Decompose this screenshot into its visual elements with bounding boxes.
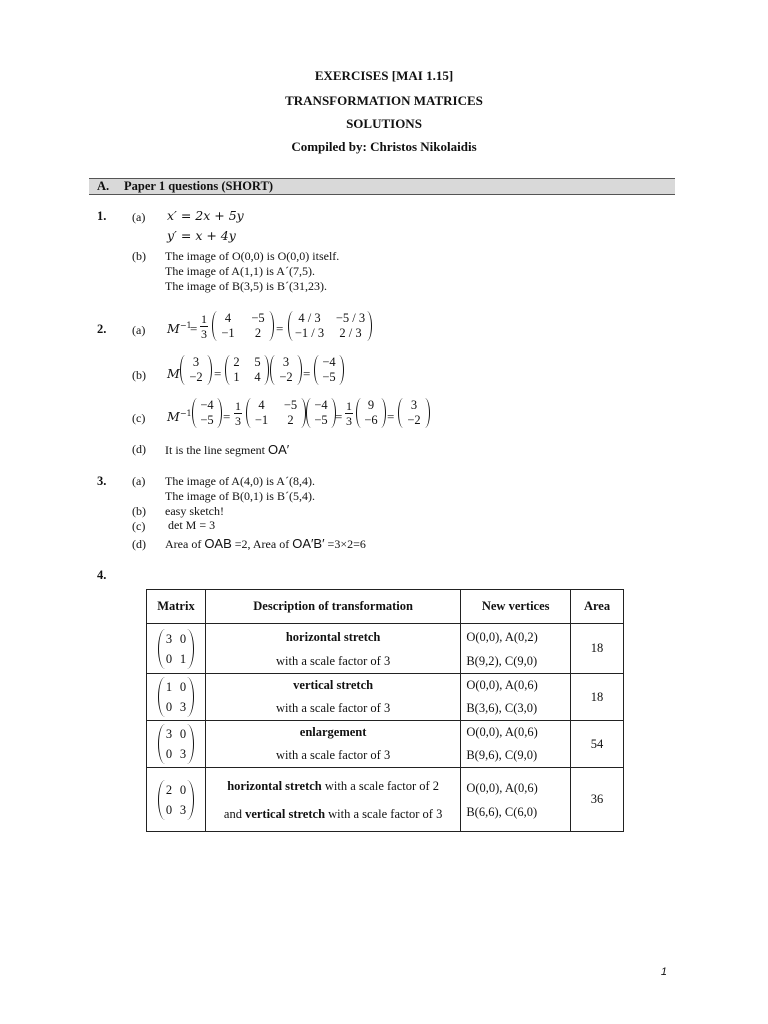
row3-vertices-1: O(0,0), A(0,6) [466,725,538,739]
row4-matrix: 2 0 0 3 [158,780,194,820]
doc-subtitle: TRANSFORMATION MATRICES [285,93,483,108]
q3d-label: (d) [132,537,146,551]
q3b-label: (b) [132,504,146,518]
row4-area: 36 [571,768,624,832]
doc-title: EXERCISES [MAI 1.15] [314,68,454,83]
table-row [147,624,624,674]
row2-vertices-2: B(3,6), C(3,0) [466,701,538,715]
row2-matrix: 1 0 0 3 [158,677,194,717]
q1b-line1: The image of O(0,0) is O(0,0) itself. [165,249,340,263]
col-matrix: Matrix [147,590,206,624]
q1b-label: (b) [132,249,146,263]
row2-desc: with a scale factor of 3 [276,701,391,715]
q2b-matrix: 2 5 1 4 [225,355,269,385]
col-vertices: New vertices [461,590,571,624]
q2c-result: 3 −2 [398,398,430,428]
row1-vertices-1: O(0,0), A(0,2) [466,629,538,644]
q3d-text: Area of OAB =2, Area of OA′B′ =3×2=6 [165,536,366,551]
row1-area: 18 [571,624,624,674]
row3-matrix: 3 0 0 3 [158,724,194,764]
row3-area: 54 [571,721,624,768]
q2b-vector1: 3 −2 [180,355,212,385]
q2d-label: (d) [132,442,146,456]
q2b-label: (b) [132,368,146,382]
q3a-label: (a) [132,474,146,488]
table-header-row [147,590,624,624]
row1-matrix: 3 0 0 1 [158,629,194,669]
q2c-fraction1: 1 3 [235,399,241,428]
q3-number: 3. [97,474,107,488]
q3a-line1: The image of A(4,0) is A´(8,4). [165,474,315,488]
q2c-vector1: −4 −5 [192,398,222,428]
row4-vertices-1: O(0,0), A(0,6) [466,780,538,795]
q2a-minv: $M^{-1}$ [167,321,192,337]
row2-vertices-1: O(0,0), A(0,6) [466,678,538,692]
q2c-vector2: −4 −5 [306,398,336,428]
col-description: Description of transformation [205,590,460,624]
q2d-text: It is the line segment OA′ [165,442,290,457]
section-label: A. [97,179,110,193]
q1a-label: (a) [132,210,146,224]
row2-area: 18 [571,674,624,721]
q2-number: 2. [97,322,107,336]
row1-vertices-2: B(9,2), C(9,0) [466,653,538,668]
table-row [147,721,624,768]
row2-desc-bold: vertical stretch [293,678,374,692]
q3c-label: (c) [132,519,146,533]
doc-solutions-label: SOLUTIONS [346,116,422,131]
table-row [147,768,624,832]
q2c-label: (c) [132,411,146,425]
q2b-result: −4 −5 [314,355,344,385]
q2b-vector2: 3 −2 [270,355,302,385]
q1b-line2: The image of A(1,1) is A´(7,5). [165,264,315,278]
row3-desc: with a scale factor of 3 [276,748,391,762]
col-area: Area [571,590,624,624]
q1a-eq1: x′ = 2x + 5y [167,208,244,223]
row3-desc-bold: enlargement [299,725,367,739]
page-number: 1 [660,966,667,978]
row3-vertices-2: B(9,6), C(9,0) [466,748,538,762]
q2a-matrix: 4 −5 −1 2 [212,311,274,341]
q2c-vector3: 9 −6 [356,398,386,428]
q1a-eq2: y′ = x + 4y [167,228,236,243]
q1-number: 1. [97,209,107,223]
table-row [147,674,624,721]
q3a-line2: The image of B(0,1) is B´(5,4). [165,489,315,503]
q2a-label: (a) [132,323,146,337]
q2c-minv: $M^{-1}$ [167,409,192,425]
section-header [89,178,675,195]
q2a-fraction: 1 3 [201,312,207,341]
q3c-text: det M = 3 [168,518,216,532]
row4-desc: horizontal stretch with a scale factor of 2 and vertical stretch with a scale factor of 3 [205,768,460,832]
q3b-text: easy sketch! [165,504,224,518]
q2a-result-matrix: 4 / 3 −5 / 3 −1 / 3 2 / 3 [288,311,372,341]
row4-vertices-2: B(6,6), C(6,0) [466,804,538,819]
row1-desc: with a scale factor of 3 [276,653,391,668]
q1b-line3: The image of B(3,5) is B´(31,23). [165,279,327,293]
doc-author: Compiled by: Christos Nikolaidis [291,139,477,154]
row1-desc-bold: horizontal stretch [285,629,381,644]
q2b-m: M [167,366,180,381]
q2c-matrix: 4 −5 −1 2 [246,398,306,428]
transformations-table [146,589,624,832]
section-title: Paper 1 questions (SHORT) [124,179,273,193]
q4-number: 4. [97,568,107,582]
q2c-fraction2: 1 3 [346,399,352,428]
